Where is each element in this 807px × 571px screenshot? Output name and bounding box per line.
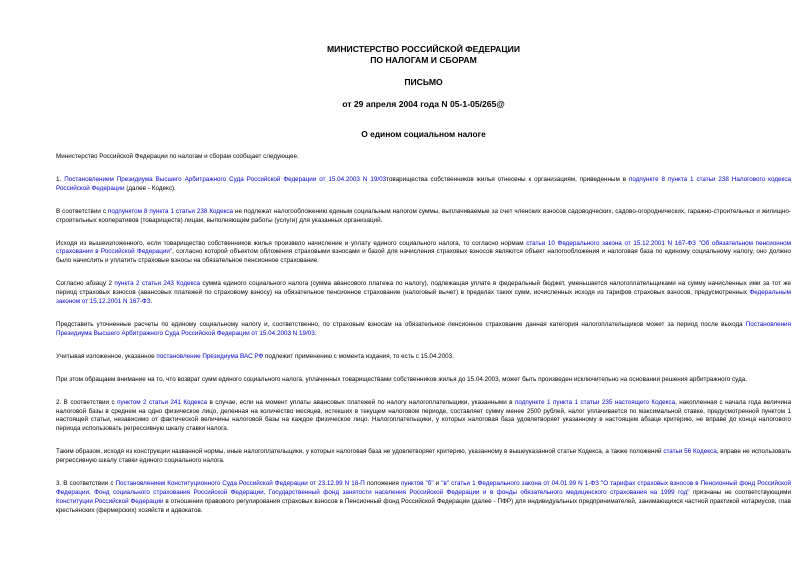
- link-postanovlenie-vas[interactable]: постановление Президиума ВАС РФ: [156, 352, 264, 360]
- paragraph-7: При этом обращаем внимание на то, что возврат сумм единого социального налога, уплаченных товариществами собственников жилья до 15.04.2003, может быть произведен исключительно на основании решения арбитражного суда.: [56, 375, 748, 383]
- text: 2. В соответствии с: [56, 398, 118, 406]
- link-fz-1-st1[interactable]: "в" статьи 1 Федерального закона от 04.01.99 N 1-ФЗ "О тарифах страховых взносов в Пенсионный фонд Российской Федерации, Фонд социального страхования Российской Федерации, Государственный фонд занятости населения Российской Федерации и в фонды обязательного медицинского страхования на 1999 год": [56, 480, 791, 496]
- link-nk-235-1-1[interactable]: подпункте 1 пункта 1 статьи 235 настоящего Кодекса: [514, 398, 676, 406]
- text: 3. В соответствии с: [56, 480, 116, 488]
- paragraph-intro: Министерство Российской Федерации по налогам и сборам сообщает следующее.: [56, 153, 299, 160]
- text: товарищества собственников жилья отнесены к организациям, приведенным в: [386, 175, 629, 183]
- text: Учитывая изложенное, указанное: [56, 352, 157, 360]
- paragraph-10: [56, 480, 791, 516]
- text: В соответствии с: [56, 207, 108, 215]
- link-nk-238-1-8-b[interactable]: подпунктом 8 пункта 1 статьи 238 Кодекса: [107, 207, 234, 215]
- link-konstitutsiya[interactable]: Конституции Российской Федерации: [56, 497, 164, 505]
- paragraph-8: [56, 399, 791, 435]
- text: в случае, если на момент уплаты авансовых платежей по налогу налогоплательщики, указанными в: [207, 398, 515, 406]
- link-postanovlenie-vas-19-03-b[interactable]: Постановления Президиума Высшего Арбитражного Суда Российской Федерации от 15.04.2003 N 19/03: [56, 320, 791, 337]
- text: признаны не соответствующими: [689, 488, 791, 496]
- text: Таким образом, исходя из конструкции названной нормы, иные налогоплательщики, у которых налоговая база не удовлетворяет критерию, указанному в вышеуказанной статье Кодекса, а также положений: [56, 448, 664, 456]
- text: в отношении правового регулирования страховых взносов в Пенсионный фонд Российской Федерации (далее - ПФР) для индивидуальных предпринимателей, занимающихся частной практикой нотариусов, глав крестьянских (фермерских) хозяйств и адвокатов.: [56, 497, 791, 514]
- ministry-line-1: МИНИСТЕРСТВО РОССИЙСКОЙ ФЕДЕРАЦИИ: [326, 44, 521, 54]
- link-fz-167[interactable]: Федеральным законом от 15.12.2001 N 167-ФЗ: [56, 289, 791, 306]
- text: .: [314, 329, 317, 337]
- text: Согласно абзацу 2: [56, 280, 115, 288]
- paragraph-9: [56, 448, 791, 466]
- ministry-line-2: ПО НАЛОГАМ И СБОРАМ: [370, 55, 477, 65]
- doc-date-number: от 29 апреля 2004 года N 05-1-05/265@: [342, 99, 505, 109]
- link-nk-243-2[interactable]: пункта 2 статьи 243 Кодекса: [114, 280, 201, 288]
- link-postanovlenie-vas-19-03[interactable]: Постановлением Президиума Высшего Арбитражного Суда Российской Федерации от 15.04.2003 N 19/03: [64, 175, 387, 183]
- doc-title: О едином социальном налоге: [361, 129, 486, 139]
- link-fz-167-st10[interactable]: статьи 10 Федерального закона от 15.12.2001 N 167-ФЗ "Об обязательном пенсионном страховании в Российской Федерации": [56, 239, 791, 256]
- link-nk-56[interactable]: статьи 56 Кодекса: [663, 448, 717, 456]
- paragraph-6: [56, 353, 791, 362]
- text: и: [433, 480, 442, 488]
- text: , согласно которой объектом обложения страховыми взносами и базой для начисления страховых взносов являются объект налогообложения и налоговая база по единому социальному налогу, оно должно было начислить и уплатить страховые взносы на обязательное пенсионное страхование.: [56, 248, 792, 265]
- link-nk-238-1-8[interactable]: подпункте 8 пункта 1 статьи 238 Налогового кодекса Российской Федерации: [56, 175, 791, 192]
- text: сумма единого социального налога (сумма авансового платежа по налогу), подлежащая уплате в федеральный бюджет, уменьшается налогоплательщиками на сумму начисленных ими за тот же период страховых взносов (авансовых платежей по страховому взносу) на обязательное пенсионное страхование (налоговый вычет) в пределах таких сумм, исчисленных исходя из тарифов страховых взносов, предусмотренных: [56, 280, 792, 297]
- paragraph-1: [56, 176, 791, 194]
- link-nk-241-2[interactable]: пунктом 2 статьи 241 Кодекса: [117, 398, 208, 406]
- text: , вправе не использовать регрессивную шкалу ставки единого социального налога.: [56, 448, 791, 465]
- doc-type: ПИСЬМО: [404, 77, 443, 87]
- paragraph-2: [56, 208, 791, 226]
- link-postanovlenie-ks-18p[interactable]: Постановлением Конституционного Суда Российской Федерации от 23.12.99 N 18-П: [115, 480, 365, 488]
- text: подлежит применению с момента издания, то есть с 15.04.2003.: [263, 352, 454, 360]
- text: Исходя из вышеизложенного, если товарищество собственников жилья произвело начисление и уплату единого социального налога, то согласно нормам: [56, 239, 527, 247]
- text: не подлежат налогообложению единым социальным налогом суммы, выплачиваемые за счет членских взносов садоводческих, садово-огороднических, гаражно-строительных и жилищно-строительных кооперативов (товариществ) лицам, выполняющим работы (услуги) для указанных организаций.: [56, 207, 792, 224]
- text: 1.: [56, 175, 65, 183]
- text: .: [150, 298, 153, 306]
- paragraph-5: [56, 321, 791, 339]
- paragraph-4: [56, 280, 791, 307]
- text: (далее - Кодекс).: [124, 184, 176, 192]
- paragraph-3: [56, 240, 791, 267]
- link-punkt-b[interactable]: пунктов "б": [400, 480, 434, 488]
- text: положения: [364, 480, 401, 488]
- text: Представить уточненные расчеты по единому социальному налогу и, соответственно, по страховым взносам на обязательное пенсионное страхование данная категория налогоплательщиков может за период после выхода: [56, 320, 746, 328]
- text: , накопленная с начала года величина налоговой базы в среднем на одно физическое лицо, деленная на количество месяцев, истекших в текущем налоговом периоде, составляет сумму менее 2500 рублей, налог уплачивается по максимальной ставке, предусмотренной пунктом 1 настоящей статьи, независимо от фактической величины налоговой базы на каждое физическое лицо. Налогоплательщики, у которых налоговая база удовлетворяет указанному в настоящем абзаце критерию, не вправе до конца налогового периода использовать регрессивную шкалу ставки налога.: [56, 398, 791, 433]
